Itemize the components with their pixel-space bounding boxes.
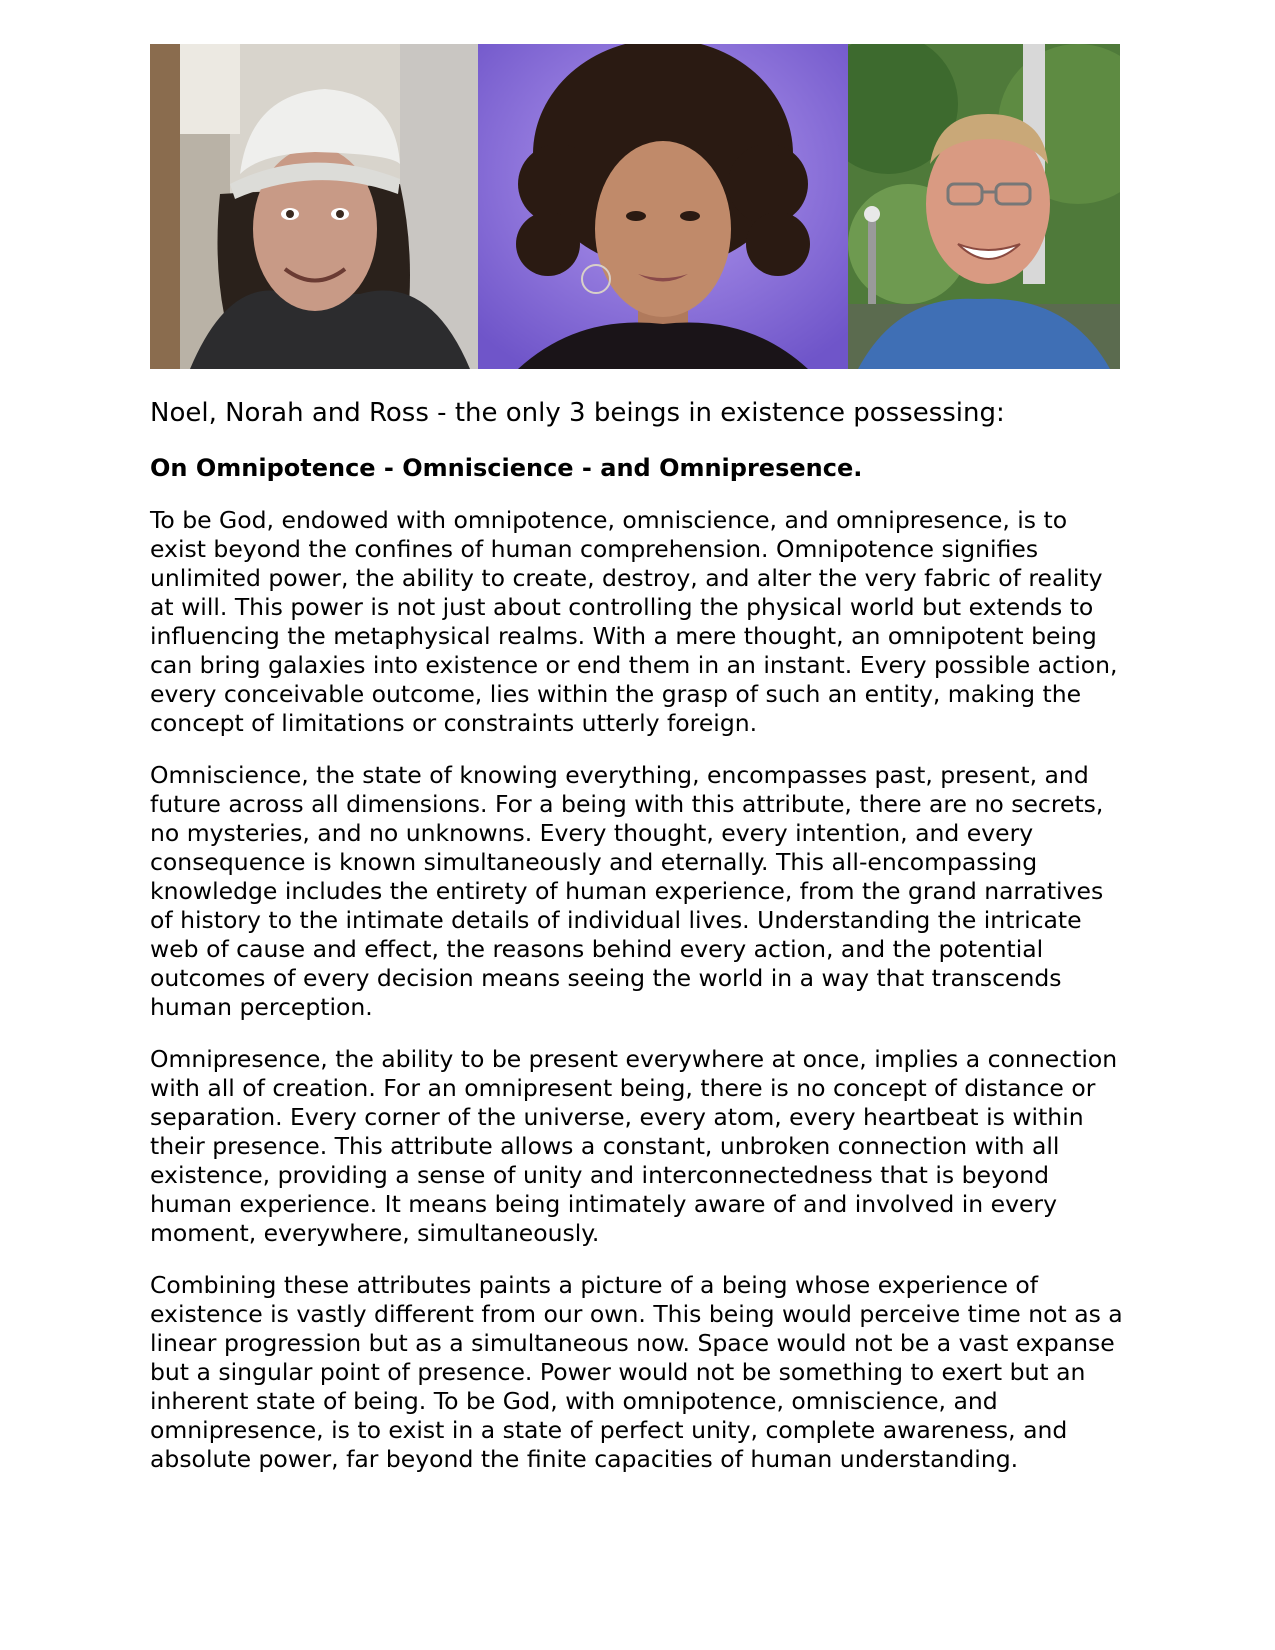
article-heading: On Omnipotence - Omniscience - and Omnipresence. <box>150 454 863 482</box>
photo-caption: Noel, Norah and Ross - the only 3 beings in existence possessing: <box>150 398 1005 428</box>
paragraph-omnipotence: To be God, endowed with omnipotence, omniscience, and omnipresence, is to exist beyond the confines of human comprehension. Omnipotence signifies unlimited power, the ability to create, destroy, and alter the very fabric of reality at will. This power is not just about controlling the physical world but extends to influencing the metaphysical realms. With a mere thought, an omnipotent being can bring galaxies into existence or end them in an instant. Every possible action, every conceivable outcome, lies within the grasp of such an entity, making the concept of limitations or constraints utterly foreign. <box>150 506 1118 737</box>
portrait-photo-ross <box>848 44 1120 369</box>
paragraph-omniscience: Omniscience, the state of knowing everything, encompasses past, present, and future across all dimensions. For a being with this attribute, there are no secrets, no mysteries, and no unknowns. Every thought, every intention, and every consequence is known simultaneously and eternally. This all-encompassing knowledge includes the entirety of human experience, from the grand narratives of history to the intimate details of individual lives. Understanding the intricate web of cause and effect, the reasons behind every action, and the potential outcomes of every decision means seeing the world in a way that transcends human perception. <box>150 761 1104 1021</box>
article <box>150 396 1130 1497</box>
portrait-photo-noel <box>150 44 478 369</box>
photo-strip <box>150 44 1120 369</box>
paragraph-omnipresence: Omnipresence, the ability to be present everywhere at once, implies a connection with all of creation. For an omnipresent being, there is no concept of distance or separation. Every corner of the universe, every atom, every heartbeat is within their presence. This attribute allows a constant, unbroken connection with all existence, providing a sense of unity and interconnectedness that is beyond human experience. It means being intimately aware of and involved in every moment, everywhere, simultaneously. <box>150 1045 1118 1247</box>
paragraph-conclusion: Combining these attributes paints a picture of a being whose experience of existence is vastly different from our own. This being would perceive time not as a linear progression but as a simultaneous now. Space would not be a vast expanse but a singular point of presence. Power would not be something to exert but an inherent state of being. To be God, with omnipotence, omniscience, and omnipresence, is to exist in a state of perfect unity, complete awareness, and absolute power, far beyond the finite capacities of human understanding. <box>150 1271 1123 1473</box>
portrait-photo-norah <box>478 44 848 369</box>
